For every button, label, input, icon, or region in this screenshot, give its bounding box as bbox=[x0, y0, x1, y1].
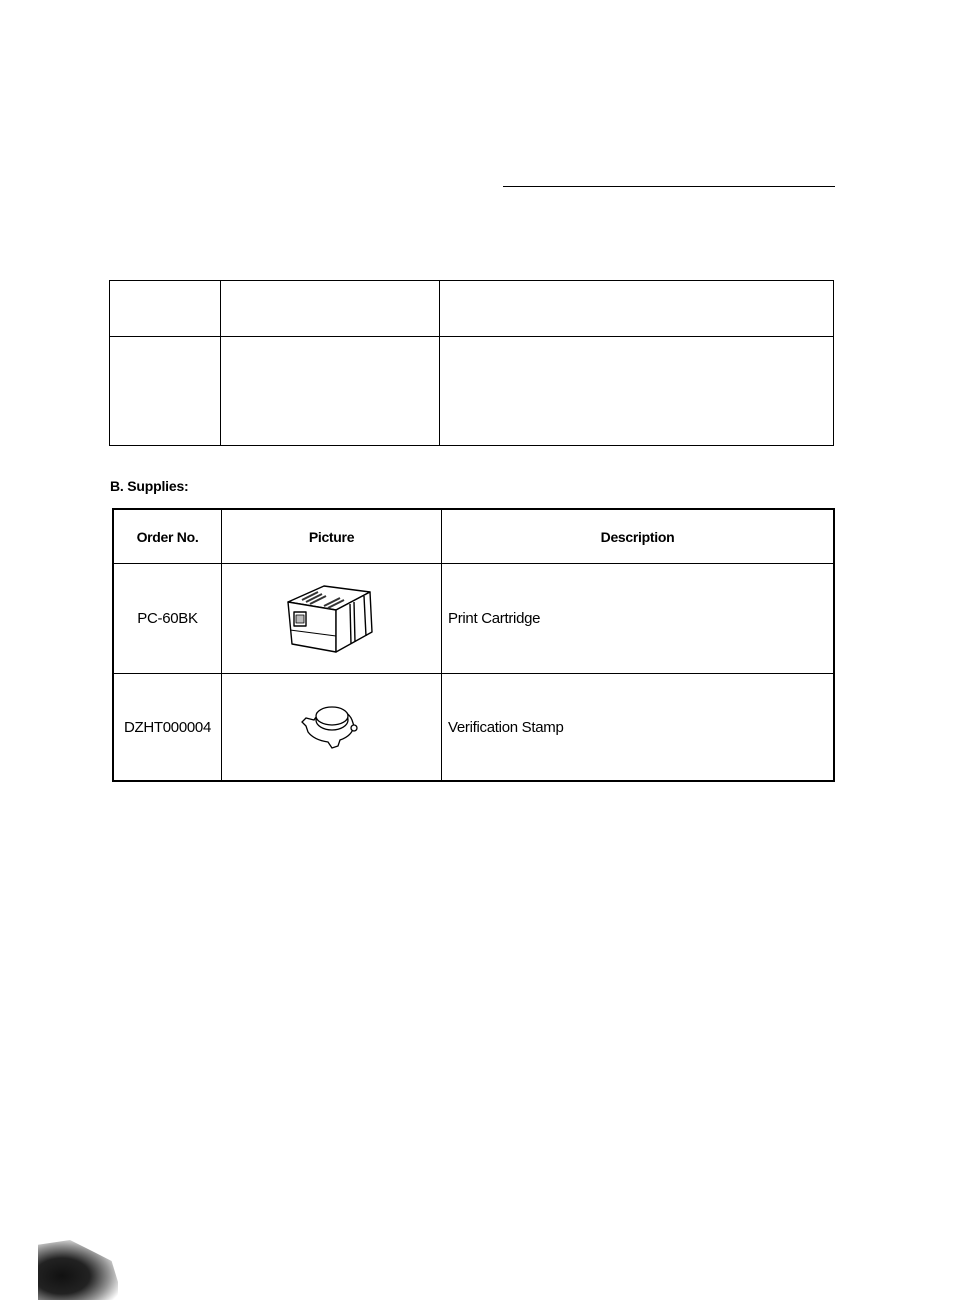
blank-table bbox=[109, 280, 834, 446]
table-row-description: Print Cartridge bbox=[448, 610, 541, 627]
table-row-order-no: PC-60BK bbox=[137, 610, 198, 627]
blank-table-row-divider bbox=[110, 336, 833, 337]
column-header-picture: Picture bbox=[308, 528, 355, 545]
scan-artifact bbox=[38, 1240, 118, 1300]
blank-table-divider bbox=[220, 281, 221, 445]
supplies-table bbox=[112, 508, 835, 782]
table-row-order-no: DZHT000004 bbox=[123, 718, 212, 736]
table-row-description: Verification Stamp bbox=[448, 718, 564, 736]
supplies-heading: B. Supplies: bbox=[110, 478, 189, 494]
print-cartridge-icon bbox=[284, 582, 380, 662]
column-header-description: Description bbox=[600, 528, 675, 545]
header-rule bbox=[503, 186, 835, 187]
column-header-order-no: Order No. bbox=[136, 528, 199, 545]
blank-table-divider bbox=[439, 281, 440, 445]
verification-stamp-icon bbox=[300, 696, 360, 752]
